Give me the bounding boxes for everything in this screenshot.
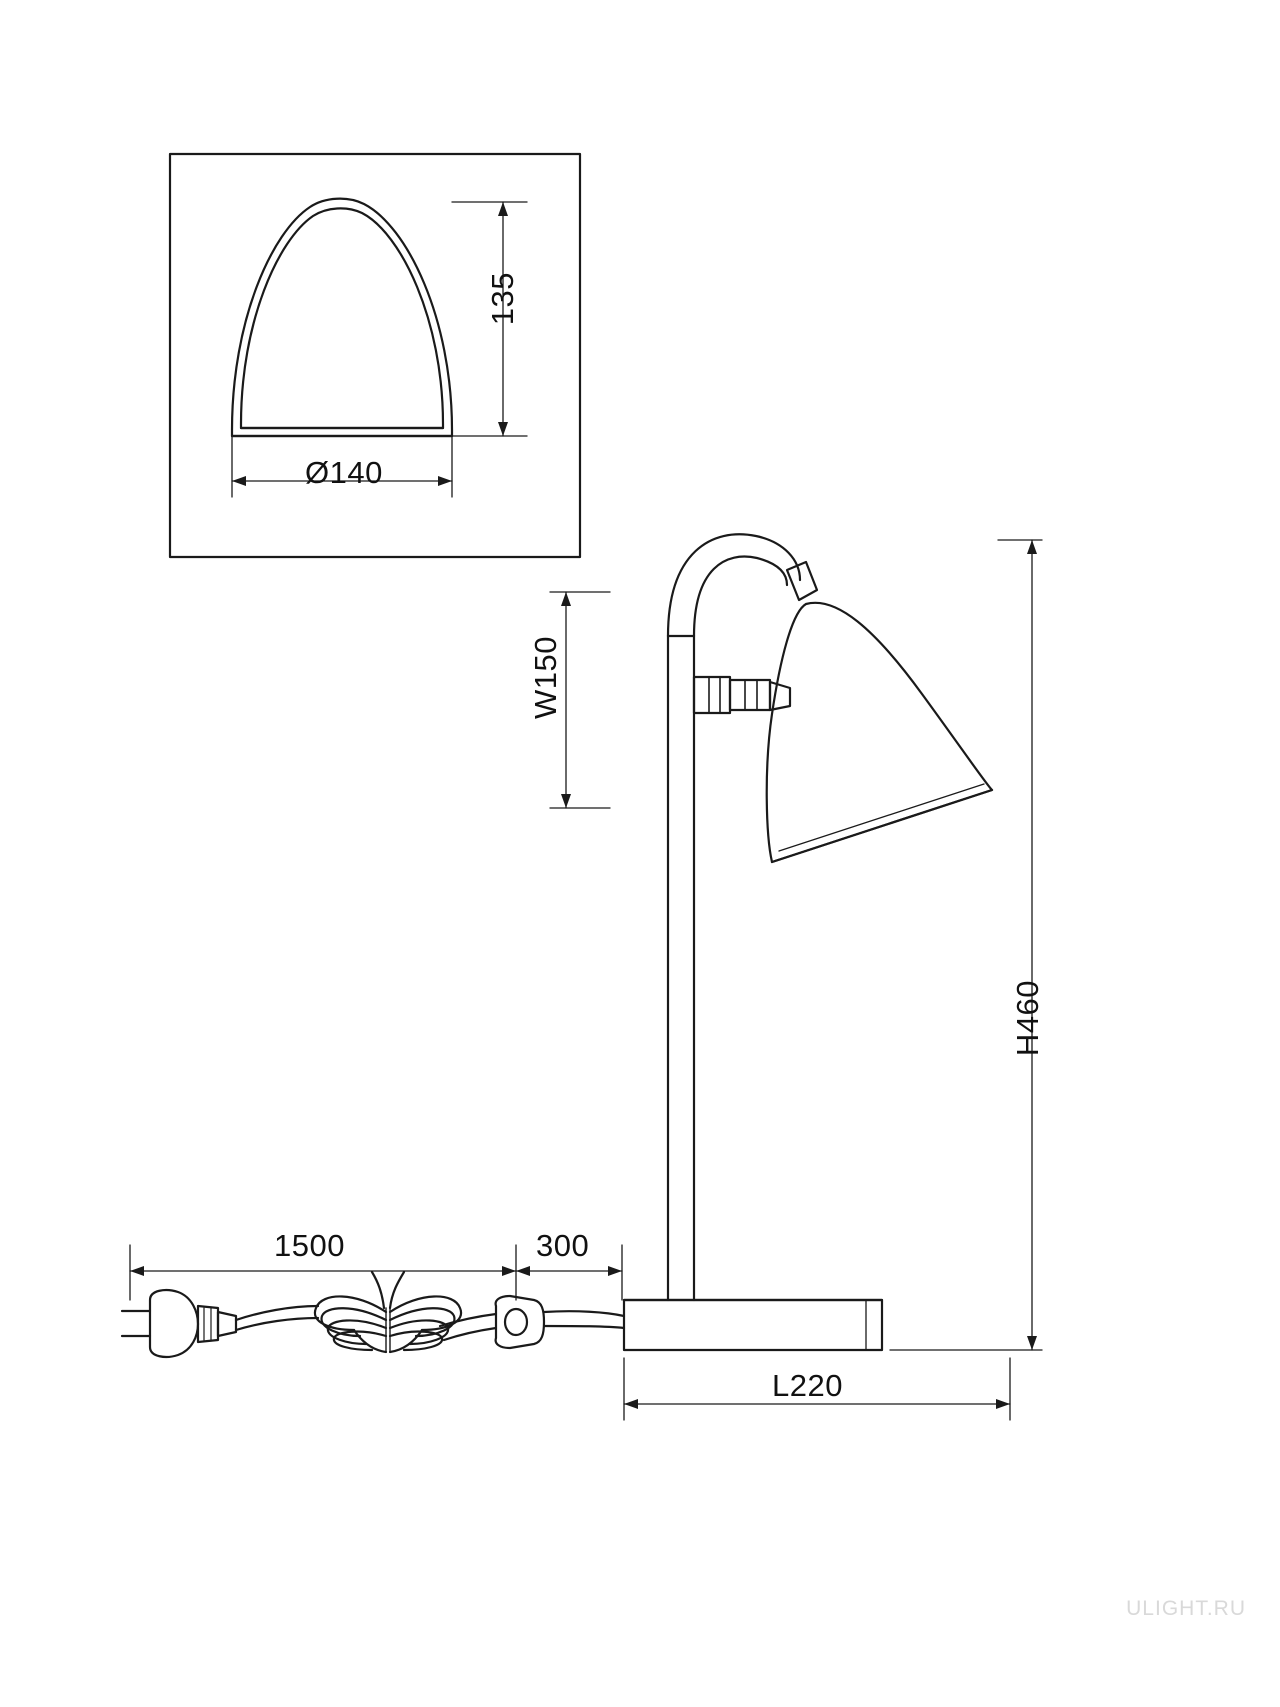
arrow-l220-left xyxy=(624,1399,638,1409)
joint-block-left xyxy=(694,677,730,713)
dim-label-cord-length: 1500 xyxy=(274,1228,345,1263)
arrow-shade-dia-right xyxy=(438,476,452,486)
arrow-h460-top xyxy=(1027,540,1037,554)
dim-label-base-length: L220 xyxy=(772,1368,843,1403)
arm-shade-connector xyxy=(787,562,817,600)
watermark-text: ULIGHT.RU xyxy=(1126,1597,1246,1620)
plug-body xyxy=(150,1290,198,1357)
lamp-shade-outline xyxy=(767,603,992,862)
arrow-1500-left xyxy=(130,1266,144,1276)
arrow-1500-right xyxy=(502,1266,516,1276)
lamp-shade-rim xyxy=(772,790,992,862)
arrow-300-right xyxy=(608,1266,622,1276)
arrow-shade-height-top xyxy=(498,202,508,216)
shade-outline xyxy=(232,199,452,436)
cord-segment-plug-to-bow-b xyxy=(236,1318,318,1330)
arrow-w150-bottom xyxy=(561,794,571,808)
arrow-h460-bottom xyxy=(1027,1336,1037,1350)
arrow-300-left xyxy=(516,1266,530,1276)
inline-switch-body xyxy=(496,1296,544,1348)
arm-inner-curve xyxy=(694,557,787,636)
plug-collar xyxy=(198,1306,218,1342)
arrow-w150-top xyxy=(561,592,571,606)
shade-inner-outline xyxy=(241,208,443,428)
joint-block-right xyxy=(730,680,770,710)
cord-switch-to-base-b xyxy=(544,1326,624,1328)
dim-label-shade-diameter: Ø140 xyxy=(305,455,383,490)
plug-strain-relief xyxy=(218,1312,236,1336)
lamp-shade-rim-inner xyxy=(779,784,984,851)
arrow-shade-height-bottom xyxy=(498,422,508,436)
arm-outer-curve xyxy=(668,534,800,636)
bow-tail-right xyxy=(390,1272,404,1308)
cord-bow-to-switch-a xyxy=(440,1314,496,1326)
arrow-shade-dia-left xyxy=(232,476,246,486)
dim-label-lamp-width: W150 xyxy=(528,636,563,719)
dim-label-cord-switch-to-base: 300 xyxy=(536,1228,590,1263)
cord-bow-to-switch-b xyxy=(444,1328,496,1340)
lamp-base-body xyxy=(624,1300,882,1350)
cord-switch-to-base-a xyxy=(544,1311,624,1316)
bow-tail-left xyxy=(372,1272,384,1308)
dim-label-lamp-height: H460 xyxy=(1010,980,1045,1057)
dim-label-shade-height: 135 xyxy=(485,272,520,326)
switch-rocker xyxy=(505,1309,527,1335)
arrow-l220-right xyxy=(996,1399,1010,1409)
